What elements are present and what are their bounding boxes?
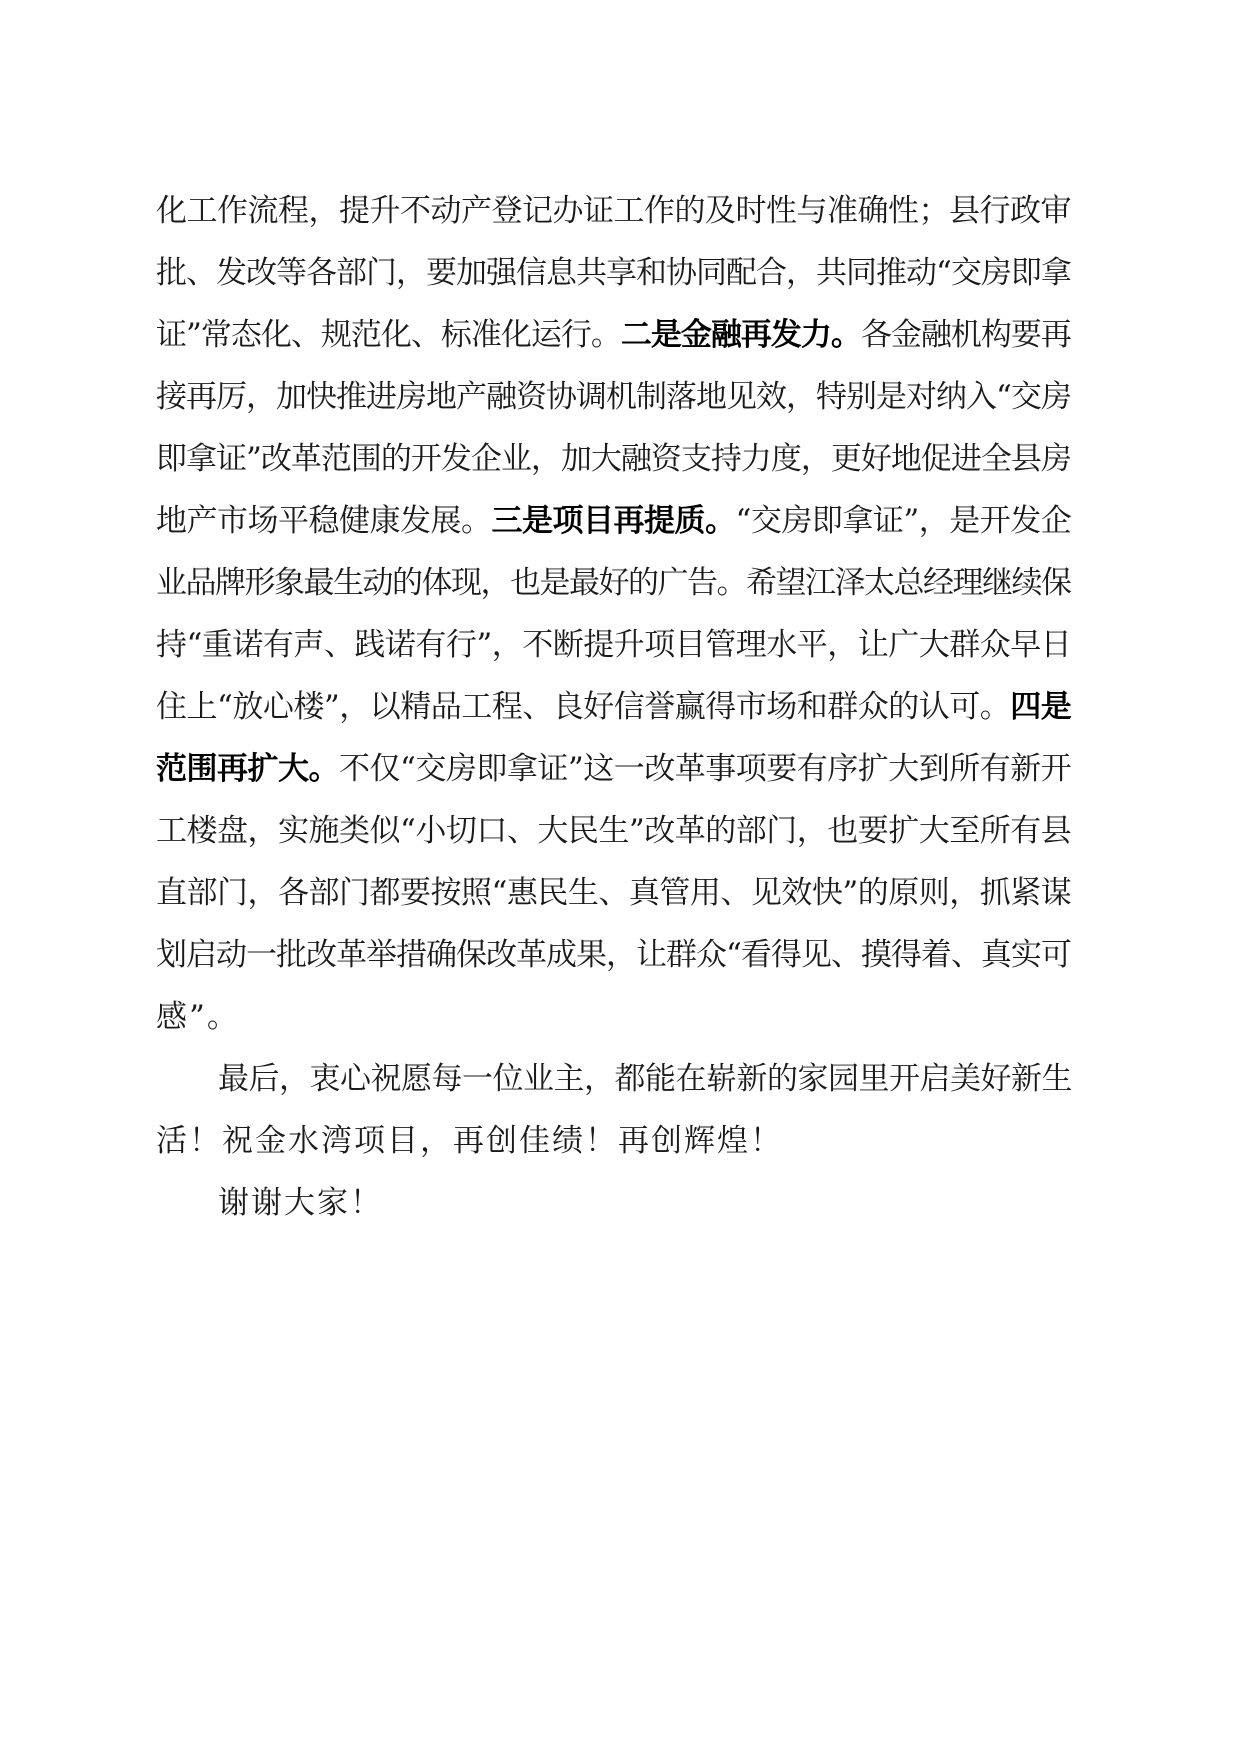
text-run: 最后，衷心祝愿每一位业主，都能在崭新的家园里开启美好新生 (218, 1061, 1072, 1097)
text-line-9 (156, 676, 1080, 738)
text-line-16 (156, 1110, 1080, 1172)
text-run: 即拿证”改革范围的开发企业，加大融资支持力度，更好地促进全县房 (156, 441, 1071, 477)
text-run: 各金融机构要再 (860, 317, 1071, 353)
bold-heading-project: 三是项目再提质。 (491, 503, 736, 539)
bold-heading-scope-part2: 范围再扩大。 (156, 751, 339, 787)
text-line-8 (156, 614, 1080, 676)
text-line-2 (156, 242, 1080, 304)
text-line-5 (156, 428, 1080, 490)
text-line-6 (156, 490, 1080, 552)
text-run: 感”。 (156, 999, 240, 1035)
bold-heading-scope-part1: 四是 (1010, 689, 1072, 725)
text-run: 活！祝金水湾项目，再创佳绩！再创辉煌！ (156, 1123, 783, 1159)
text-run: 工楼盘，实施类似“小切口、大民生”改革的部门，也要扩大至所有县 (156, 813, 1072, 849)
document-page (156, 180, 1080, 1234)
text-run: 划启动一批改革举措确保改革成果，让群众“看得见、摸得着、真实可 (156, 937, 1071, 973)
text-line-13 (156, 924, 1080, 986)
text-run: 批、发改等各部门，要加强信息共享和协同配合，共同推动“交房即拿 (156, 255, 1071, 291)
text-run: 接再厉，加快推进房地产融资协调机制落地见效，特别是对纳入“交房 (156, 379, 1071, 415)
text-line-1 (156, 180, 1080, 242)
text-run: 住上“放心楼”，以精品工程、良好信誉赢得市场和群众的认可。 (156, 689, 1011, 725)
text-run: 不仅“交房即拿证”这一改革事项要有序扩大到所有新开 (339, 751, 1072, 787)
text-run: “交房即拿证”，是开发企 (735, 503, 1072, 539)
text-line-14 (156, 986, 1080, 1048)
text-line-12 (156, 862, 1080, 924)
text-run: 地产市场平稳健康发展。 (156, 503, 492, 539)
text-line-4 (156, 366, 1080, 428)
text-run: 直部门，各部门都要按照“惠民生、真管用、见效快”的原则，抓紧谋 (156, 875, 1072, 911)
text-run: 业品牌形象最生动的体现，也是最好的广告。希望江泽太总经理继续保 (156, 565, 1071, 601)
text-run: 化工作流程，提升不动产登记办证工作的及时性与准确性；县行政审 (156, 193, 1071, 229)
bold-heading-finance: 二是金融再发力。 (620, 317, 861, 353)
text-line-15 (156, 1048, 1080, 1110)
closing-thanks: 谢谢大家！ (218, 1185, 383, 1221)
text-line-17 (156, 1172, 1080, 1234)
text-line-10 (156, 738, 1080, 800)
text-run: 证”常态化、规范化、标准化运行。 (156, 317, 621, 353)
text-line-7 (156, 552, 1080, 614)
text-run: 持“重诺有声、践诺有行”，不断提升项目管理水平，让广大群众早日 (156, 627, 1072, 663)
text-line-11 (156, 800, 1080, 862)
text-line-3 (156, 304, 1080, 366)
